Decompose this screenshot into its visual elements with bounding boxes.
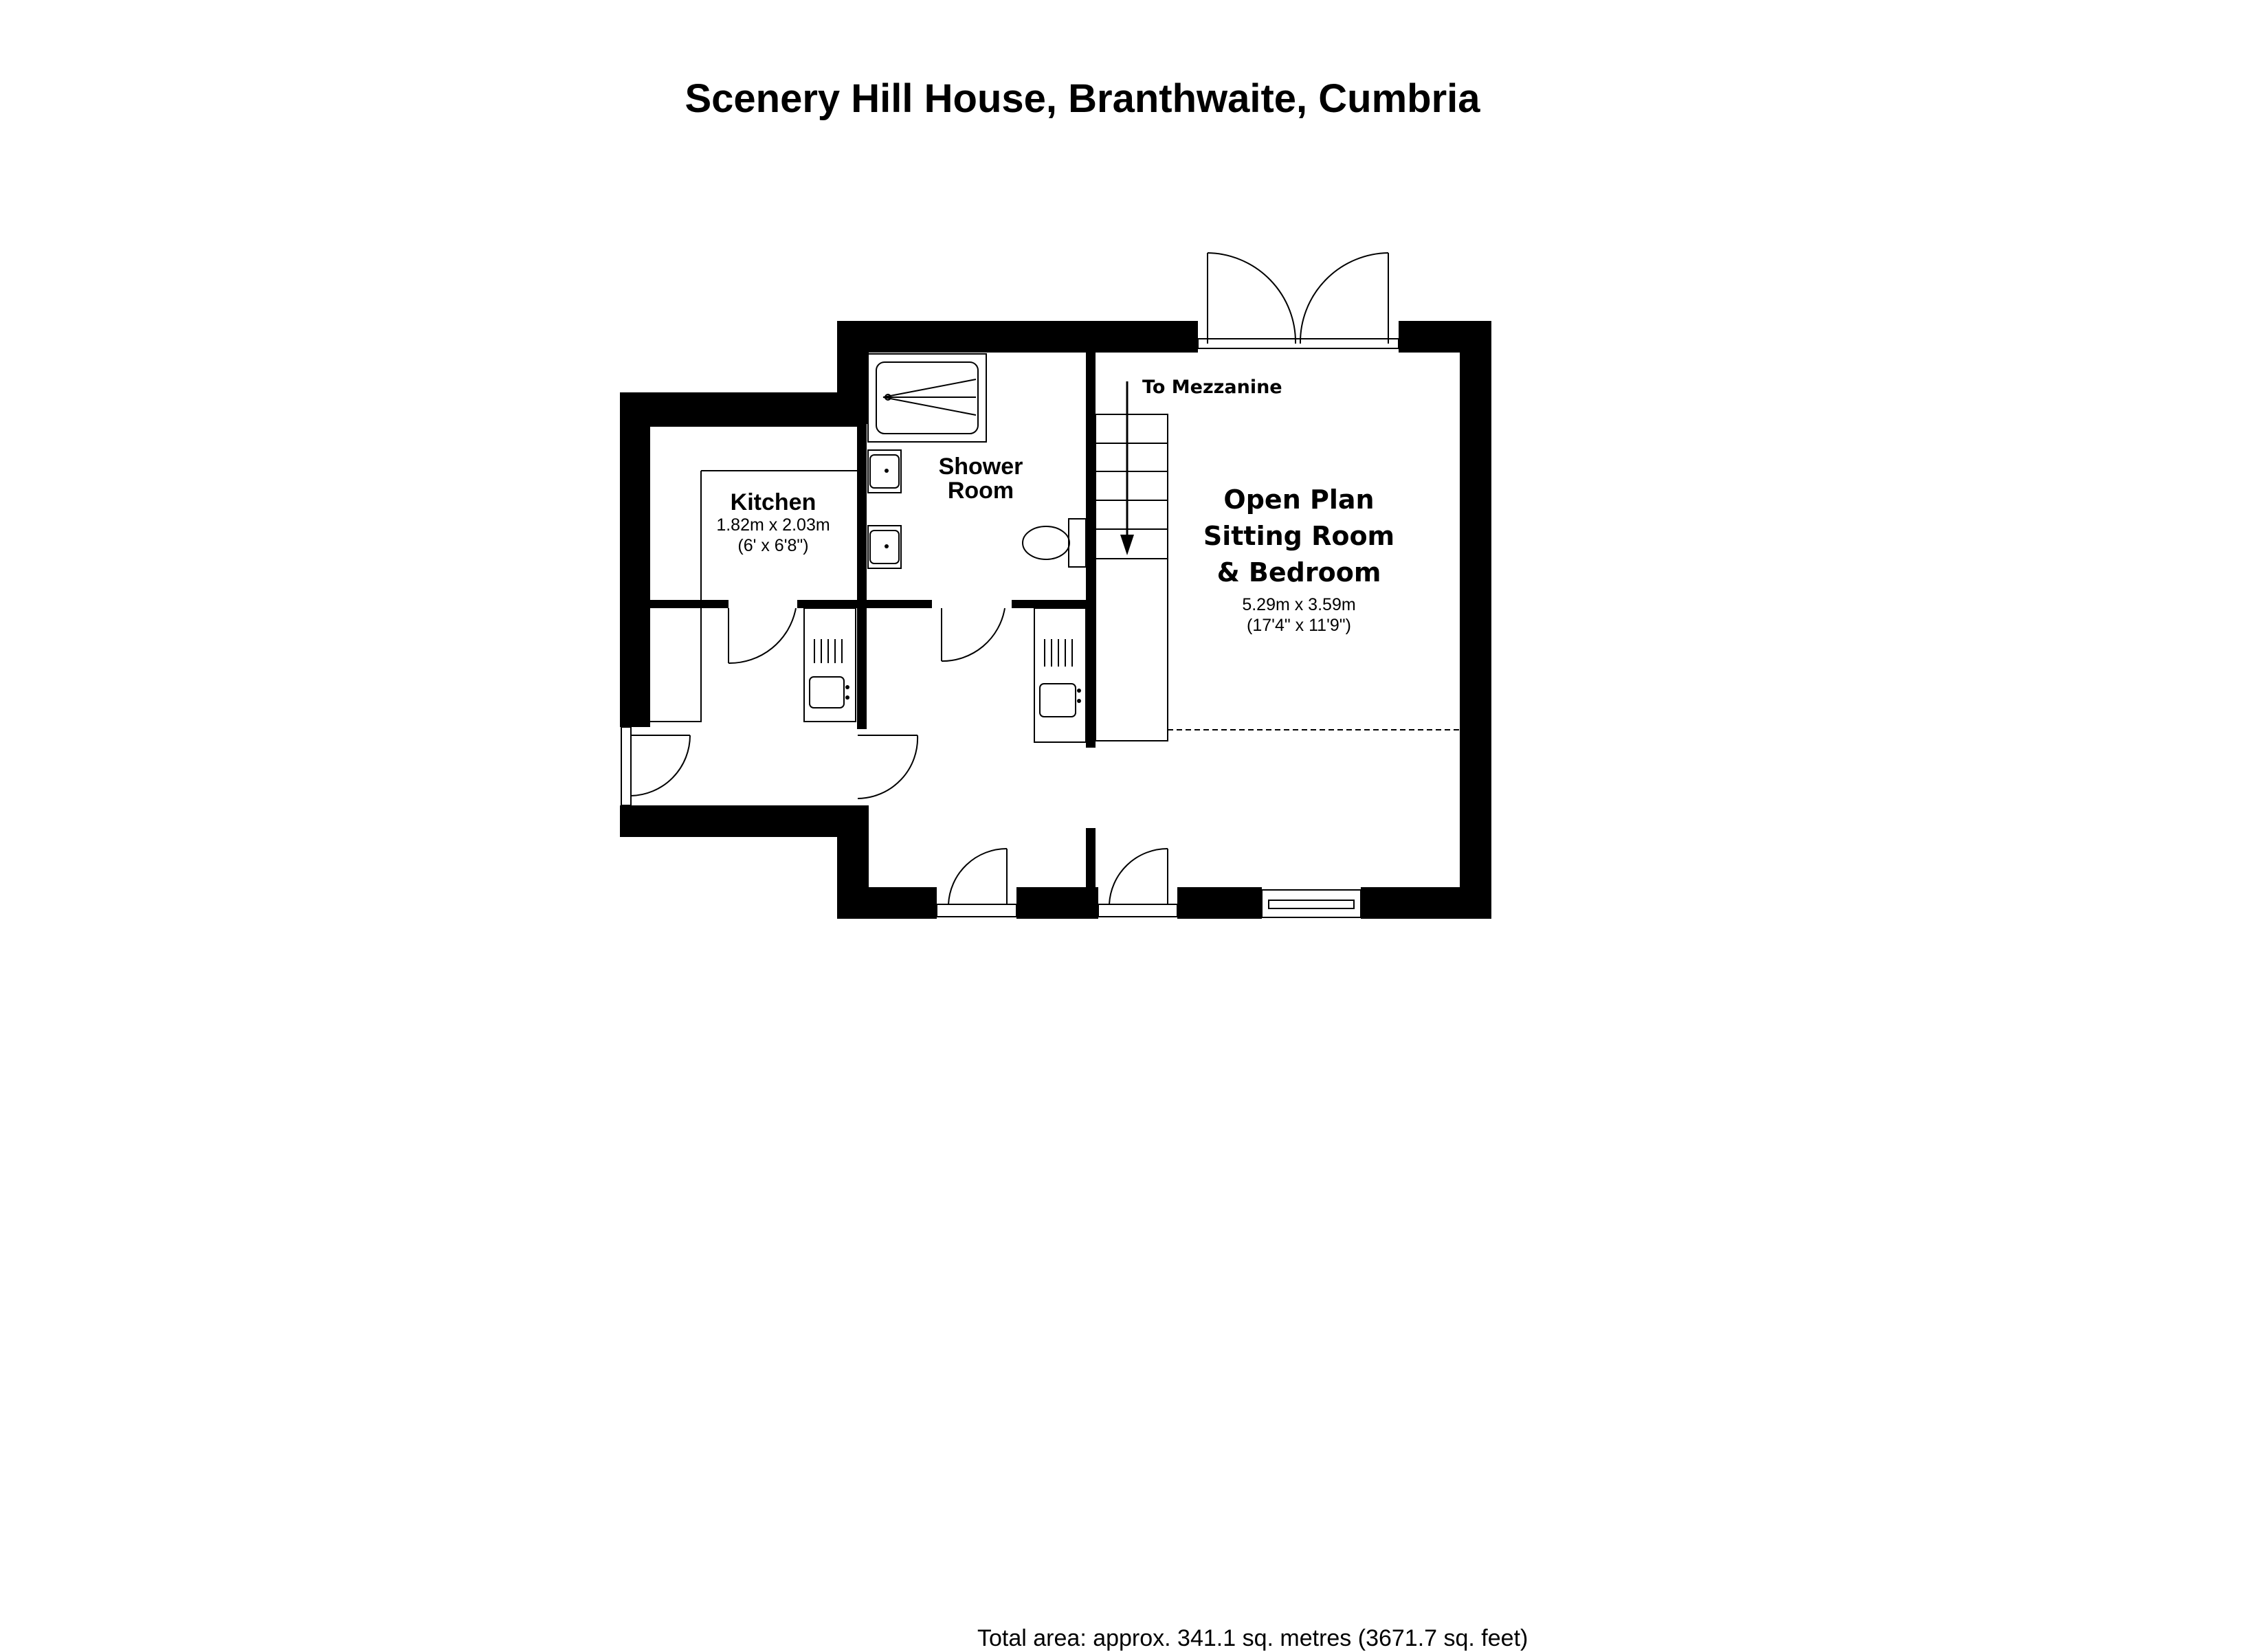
stair-arrow-icon (1120, 535, 1134, 555)
tap (845, 695, 849, 700)
door-frame (1098, 904, 1177, 917)
wall (857, 351, 867, 729)
wall (620, 392, 650, 727)
wall (1086, 351, 1096, 748)
wall (1016, 887, 1098, 919)
door-swing (1109, 849, 1168, 904)
sitting-room-label-line2: Sitting Room (1203, 521, 1395, 551)
wall (797, 600, 932, 608)
toilet-bowl (1023, 526, 1069, 559)
wall (1086, 828, 1096, 889)
stairs-label: To Mezzanine (1142, 377, 1282, 398)
door-swing (1208, 253, 1296, 344)
plan-title: Scenery Hill House, Branthwaite, Cumbria (685, 76, 1480, 121)
basin-bowl (870, 531, 899, 563)
kitchen-dim-ft: (6' x 6'8") (737, 536, 809, 555)
basin (868, 526, 901, 568)
door-swing (942, 608, 1005, 661)
sitting-room-label-line3: & Bedroom (1216, 557, 1381, 588)
window-sill (1269, 900, 1354, 908)
shower-room-label-line2: Room (947, 478, 1014, 504)
door-swing (1300, 253, 1388, 344)
kitchen-dim-m: 1.82m x 2.03m (716, 515, 830, 535)
stair-treads (1096, 443, 1168, 529)
sitting-room-dim-ft: (17'4" x 11'9") (1247, 616, 1351, 635)
wall (1460, 321, 1491, 919)
basin-bowl (870, 455, 899, 488)
kitchen-label: Kitchen (730, 489, 816, 515)
door-swing (729, 608, 796, 663)
sitting-room-dim-m: 5.29m x 3.59m (1242, 595, 1356, 614)
tap (885, 544, 889, 548)
tap (885, 469, 889, 473)
sink-unit (804, 608, 856, 722)
drainer (1045, 639, 1072, 667)
wall (620, 805, 840, 837)
door-frame (937, 904, 1016, 917)
toilet-cistern (1069, 519, 1086, 567)
stair-landing (1096, 559, 1168, 741)
wall (1012, 600, 1094, 608)
tap (845, 685, 849, 689)
wall (620, 392, 840, 423)
wall (647, 600, 729, 608)
tap (1077, 699, 1081, 703)
french-door-frame (1198, 339, 1399, 348)
door-swing (948, 849, 1007, 904)
door-swing (858, 735, 918, 799)
door-frame (621, 727, 631, 805)
wall (1361, 887, 1491, 919)
shower-room-label-line1: Shower (938, 454, 1023, 480)
small-details (845, 469, 1081, 703)
sink-bowl (810, 677, 844, 708)
shower-lines (883, 379, 976, 415)
drainer (814, 639, 842, 663)
basin (868, 450, 901, 493)
wall (837, 321, 1198, 353)
sink-bowl (1040, 684, 1076, 717)
window (1262, 890, 1361, 917)
total-area: Total area: approx. 341.1 sq. metres (3671.7 sq. feet) (977, 1625, 1528, 1651)
tap (1077, 689, 1081, 693)
sitting-room-label-line1: Open Plan (1223, 484, 1375, 515)
walls (620, 321, 1491, 919)
wall (647, 421, 858, 427)
door-swing (631, 735, 690, 796)
wall (1177, 887, 1262, 919)
sink-unit (1034, 608, 1086, 742)
wall (837, 887, 937, 919)
